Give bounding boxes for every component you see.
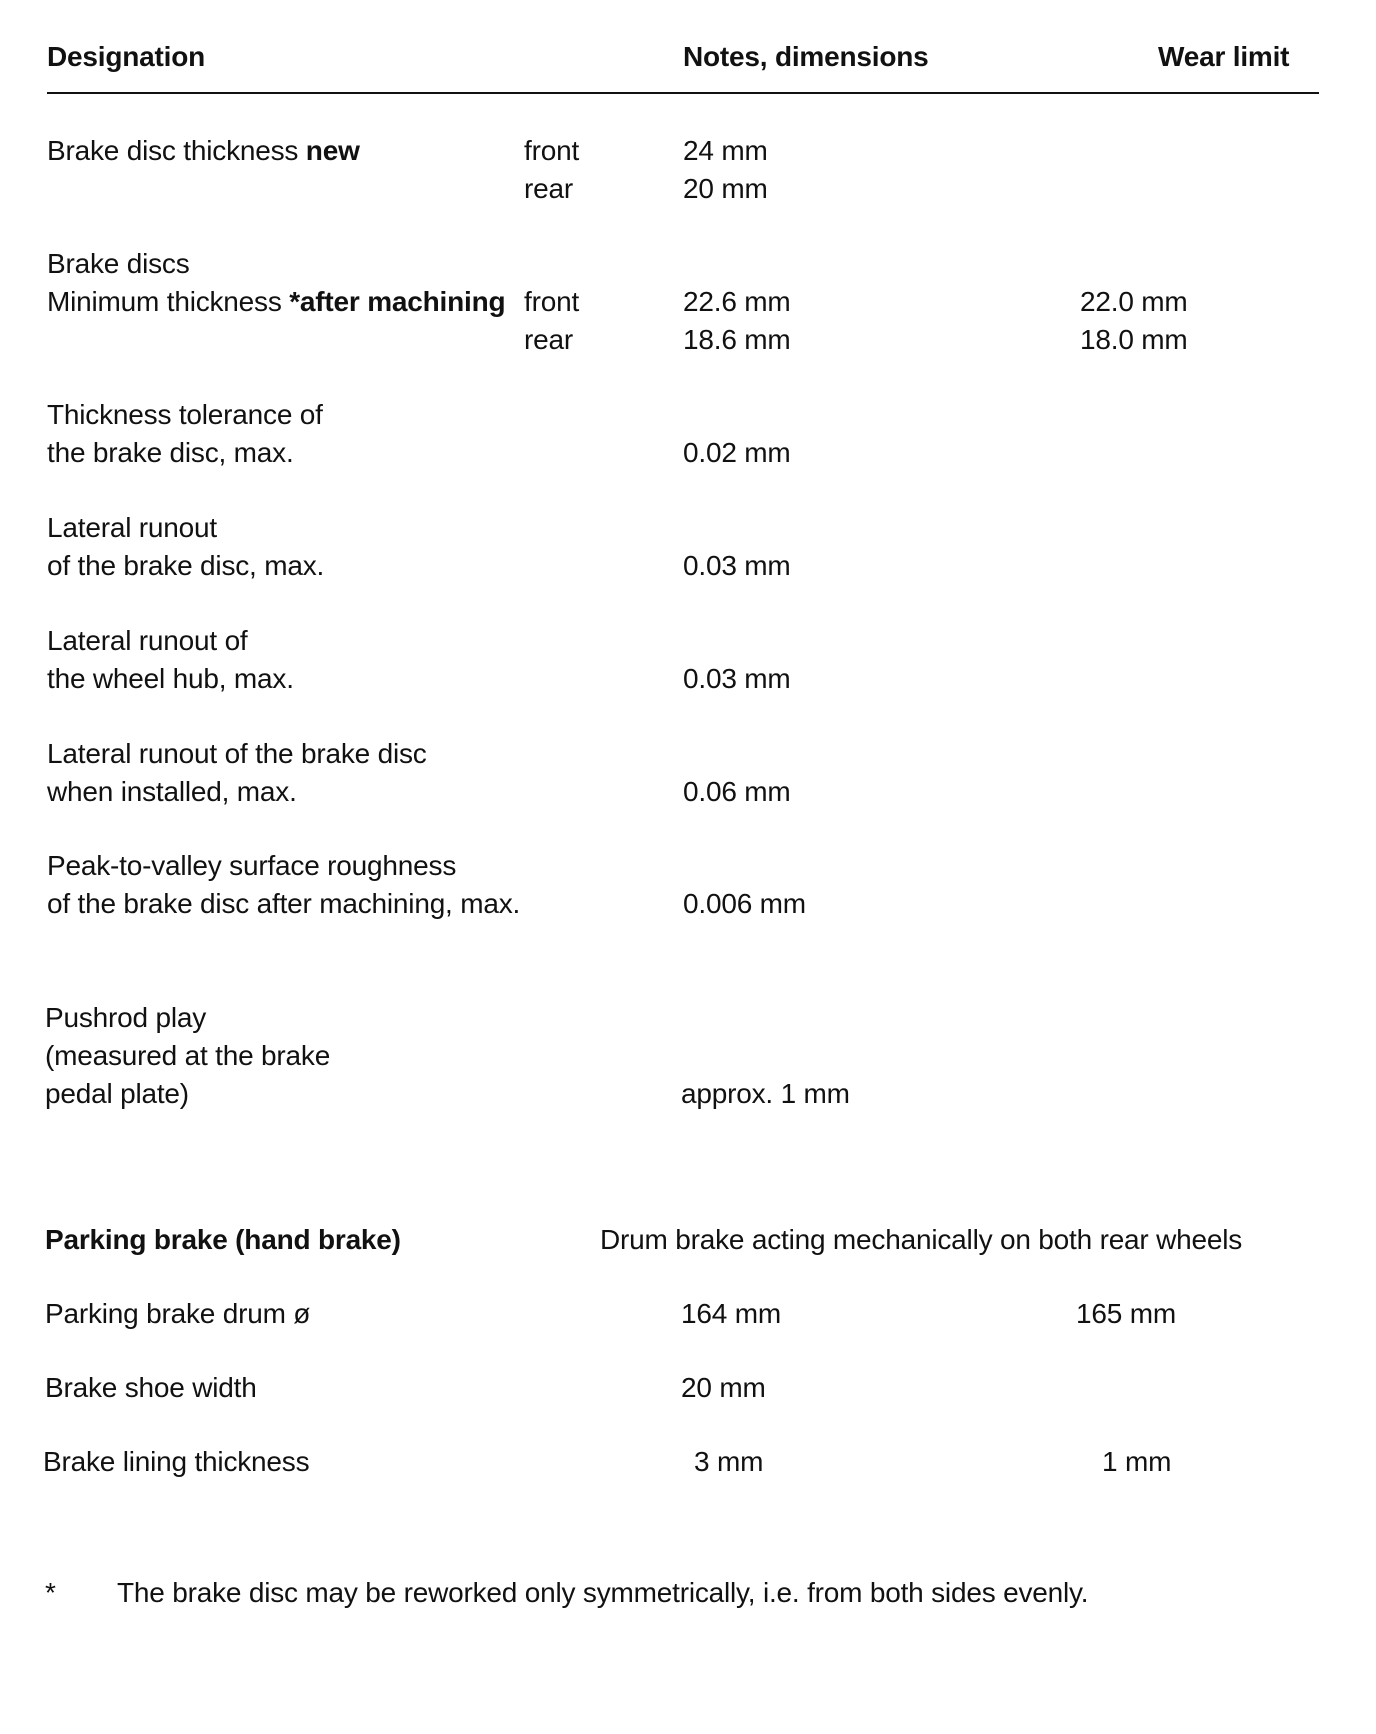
tolerance-line2: the brake disc, max. [47,437,294,468]
disc-new-rear-value: 20 mm [683,173,768,204]
parking-title: Parking brake (hand brake) [45,1224,401,1255]
runout-disc-value: 0.03 mm [683,550,791,581]
disc-min-front-wear: 22.0 mm [1080,286,1188,317]
pushrod-line3: pedal plate) [45,1078,189,1109]
disc-min-rear-wear: 18.0 mm [1080,324,1188,355]
roughness-line2: of the brake disc after machining, max. [47,888,521,919]
roughness-value: 0.006 mm [683,888,806,919]
disc-new-label: Brake disc thickness new [47,135,360,166]
disc-min-line2: Minimum thickness *after machining [47,286,506,317]
disc-new-front: front [524,135,580,166]
shoe-value: 20 mm [681,1372,766,1403]
disc-min-rear: rear [524,324,573,355]
lining-label: Brake lining thickness [43,1446,310,1477]
lining-wear: 1 mm [1102,1446,1172,1477]
roughness-line1: Peak-to-valley surface roughness [47,850,457,881]
pushrod-line1: Pushrod play [45,1002,207,1033]
header-notes: Notes, dimensions [683,41,929,72]
runout-installed-value: 0.06 mm [683,776,791,807]
disc-min-rear-value: 18.6 mm [683,324,791,355]
parking-description: Drum brake acting mechanically on both rear wheels [600,1224,1243,1255]
footnote-mark: * [45,1577,56,1608]
drum-wear: 165 mm [1076,1298,1176,1329]
disc-new-front-value: 24 mm [683,135,768,166]
pushrod-value: approx. 1 mm [681,1078,850,1109]
runout-disc-line1: Lateral runout [47,512,217,543]
pushrod-line2: (measured at the brake [45,1040,331,1071]
tolerance-value: 0.02 mm [683,437,791,468]
disc-new-rear: rear [524,173,573,204]
drum-label: Parking brake drum ø [45,1298,311,1329]
shoe-label: Brake shoe width [45,1372,257,1403]
footnote-text: The brake disc may be reworked only symmetrically, i.e. from both sides evenly. [117,1577,1089,1608]
runout-hub-line2: the wheel hub, max. [47,663,294,694]
disc-min-front-value: 22.6 mm [683,286,791,317]
tolerance-line1: Thickness tolerance of [47,399,323,430]
runout-installed-line1: Lateral runout of the brake disc [47,738,427,769]
runout-hub-value: 0.03 mm [683,663,791,694]
runout-disc-line2: of the brake disc, max. [47,550,325,581]
disc-min-front: front [524,286,580,317]
header-wear-limit: Wear limit [1158,41,1290,72]
disc-min-line1: Brake discs [47,248,190,279]
header-designation: Designation [47,41,206,72]
drum-value: 164 mm [681,1298,781,1329]
runout-installed-line2: when installed, max. [47,776,297,807]
lining-value: 3 mm [694,1446,764,1477]
header-rule [47,92,1319,94]
runout-hub-line1: Lateral runout of [47,625,248,656]
